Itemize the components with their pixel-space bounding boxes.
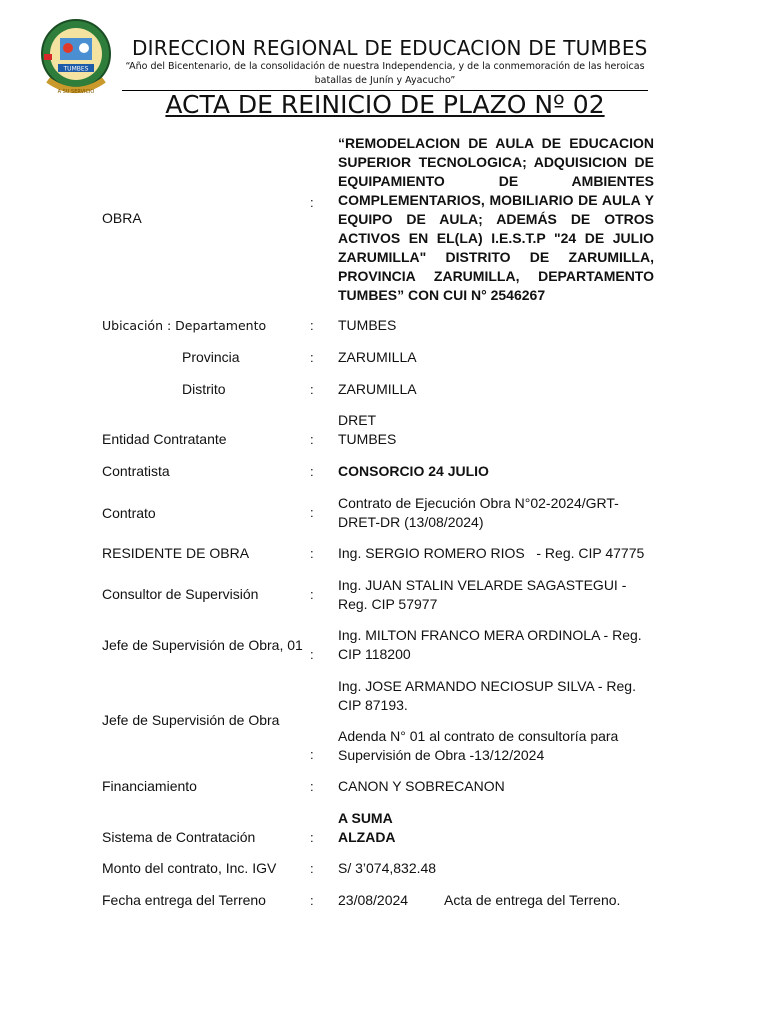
contratista-colon: : [310, 464, 314, 479]
consultor-label: Consultor de Supervisión [102, 586, 259, 602]
institution-title: DIRECCION REGIONAL DE EDUCACION DE TUMBES [132, 36, 648, 60]
jefe-colon: : [310, 747, 314, 762]
residente-value: Ing. SERGIO ROMERO RIOS - Reg. CIP 47775 [338, 545, 645, 561]
financiamiento-value: CANON Y SOBRECANON [338, 778, 505, 794]
distrito-label: Distrito [182, 381, 226, 397]
distrito-value: ZARUMILLA [338, 381, 417, 397]
departamento-label: Ubicación : Departamento [102, 318, 267, 333]
contratista-value: CONSORCIO 24 JULIO [338, 463, 489, 479]
contratista-label: Contratista [102, 463, 170, 479]
entidad-colon: : [310, 432, 314, 447]
contrato-value: Contrato de Ejecución Obra N°02-2024/GRT-DRET-DR (13/08/2024) [338, 495, 619, 530]
contrato-label: Contrato [102, 505, 156, 521]
financiamiento-colon: : [310, 779, 314, 794]
dret-logo [40, 14, 112, 102]
residente-label: RESIDENTE DE OBRA [102, 545, 250, 561]
residente-colon: : [310, 546, 314, 561]
departamento-value: TUMBES [338, 317, 397, 333]
jefe-label: Jefe de Supervisión de Obra [102, 712, 280, 728]
fecha-value: 23/08/2024 [338, 892, 409, 908]
financiamiento-label: Financiamiento [102, 778, 197, 794]
monto-label: Monto del contrato, Inc. IGV [102, 860, 277, 876]
contrato-colon: : [310, 505, 314, 520]
fecha-extra: Acta de entrega del Terreno. [444, 892, 621, 908]
provincia-value: ZARUMILLA [338, 349, 417, 365]
provincia-label: Provincia [182, 349, 240, 365]
consultor-value: Ing. JUAN STALIN VELARDE SAGASTEGUI - Reg. CIP 57977 [338, 577, 627, 612]
sistema-label: Sistema de Contratación [102, 829, 256, 845]
jefe-01-label: Jefe de Supervisión de Obra, 01 [102, 637, 303, 653]
entidad-label: Entidad Contratante [102, 431, 227, 447]
monto-value: S/ 3’074,832.48 [338, 860, 437, 876]
entidad-value-line1: DRET [338, 412, 377, 428]
jefe-01-value: Ing. MILTON FRANCO MERA ORDINOLA - Reg. CIP 118200 [338, 627, 642, 662]
sistema-value-line1: A SUMA [338, 810, 393, 826]
sistema-colon: : [310, 830, 314, 845]
obra-colon: : [310, 195, 314, 210]
provincia-colon: : [310, 350, 314, 365]
jefe-value: Ing. JOSE ARMANDO NECIOSUP SILVA - Reg. CIP 87193. [338, 678, 636, 713]
consultor-colon: : [310, 587, 314, 602]
departamento-colon: : [310, 318, 314, 333]
sistema-value-line2: ALZADA [338, 829, 396, 845]
jefe-01-colon: : [310, 647, 314, 662]
year-motto: “Año del Bicentenario, de la consolidación de nuestra Independencia, y de la conmemoración de las heroicas batallas de Junín y Ayacucho” [125, 61, 645, 86]
monto-colon: : [310, 861, 314, 876]
entidad-value-line2: TUMBES [338, 431, 397, 447]
fecha-label: Fecha entrega del Terreno [102, 892, 266, 908]
obra-value: “REMODELACION DE AULA DE EDUCACION SUPERIOR TECNOLOGICA; ADQUISICION DE EQUIPAMIENTO DE AMBIENTES COMPLEMENTARIOS, MOBILIARIO DE AULA Y EQUIPO DE AULA; ADEMÁS DE OTROS ACTIVOS EN EL(LA) I.E.S.T.P "24 DE JULIO ZARUMILLA" DISTRITO DE ZARUMILLA, PROVINCIA ZARUMILLA, DEPARTAMENTO TUMBES” CON CUI N° 2546267 [338, 135, 654, 303]
distrito-colon: : [310, 382, 314, 397]
fecha-colon: : [310, 893, 314, 908]
jefe-adenda: Adenda N° 01 al contrato de consultoría para Supervisión de Obra -13/12/2024 [338, 728, 619, 763]
obra-label: OBRA [102, 210, 142, 226]
svg-text:TUMBES: TUMBES [63, 65, 89, 73]
svg-text:A SU SERVICIO: A SU SERVICIO [57, 89, 95, 95]
document-title: ACTA DE REINICIO DE PLAZO Nº 02 [165, 90, 605, 119]
